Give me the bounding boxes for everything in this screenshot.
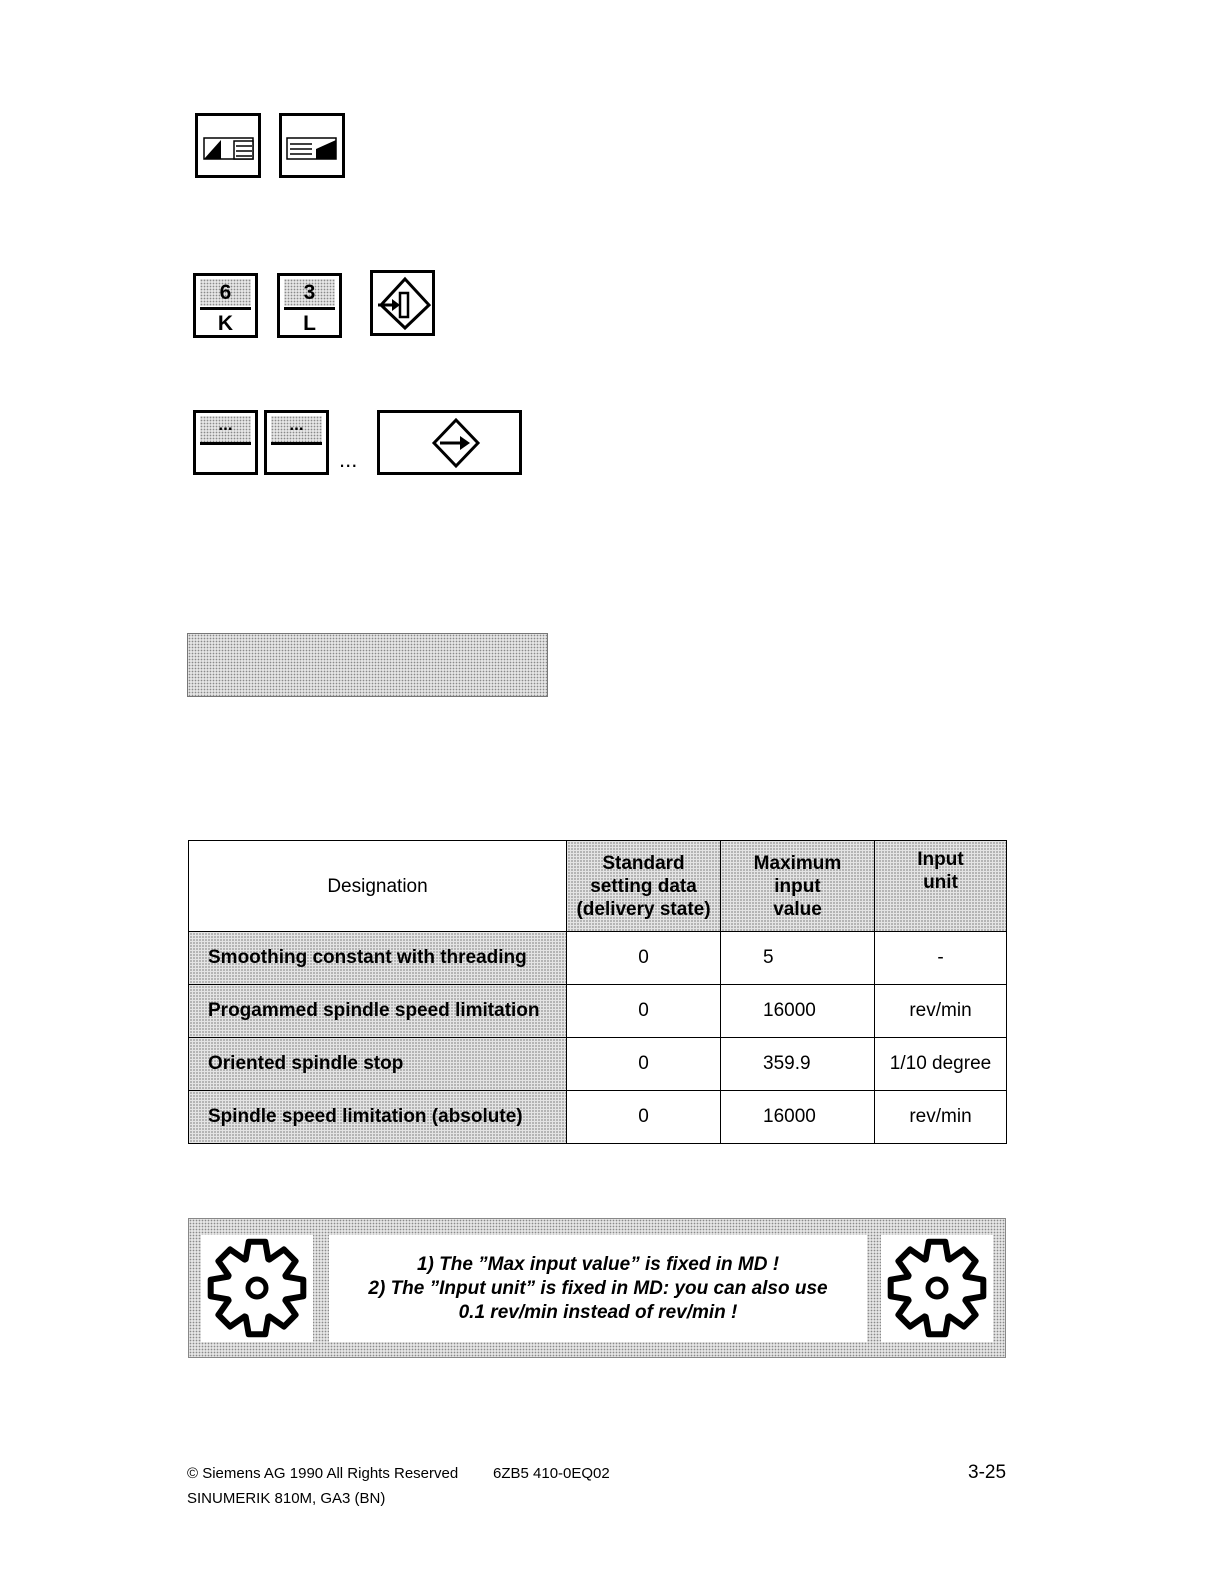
gear-hub	[928, 1279, 946, 1297]
note-line-1: 1) The ”Max input value” is fixed in MD !	[416, 1253, 780, 1275]
header-line: Maximum	[753, 852, 842, 874]
page-back-icon	[198, 116, 258, 175]
note-text	[329, 1235, 867, 1342]
row-max: 16000	[721, 1091, 875, 1144]
page-forward-key[interactable]	[279, 113, 345, 178]
row-max: 16000	[721, 985, 875, 1038]
row-unit: 1/10 degree	[875, 1038, 1007, 1091]
softkey-divider	[271, 442, 322, 445]
header-unit	[875, 841, 1007, 932]
enter-icon	[380, 413, 519, 472]
row-standard: 0	[567, 1038, 721, 1091]
footer-copyright: © Siemens AG 1990 All Rights Reserved	[187, 1465, 459, 1482]
table-row	[189, 932, 1007, 985]
softkey-2[interactable]	[264, 410, 329, 475]
header-line: (delivery state)	[576, 898, 711, 920]
header-line: value	[773, 898, 822, 920]
key-3-l-lower-label: L	[303, 312, 316, 335]
row-designation: Progammed spindle speed limitation	[189, 985, 567, 1038]
header-maximum	[721, 841, 875, 932]
row-standard: 0	[567, 1091, 721, 1144]
page-forward-icon	[282, 116, 342, 175]
note-line-2: 2) The ”Input unit” is fixed in MD: you can also use	[368, 1277, 828, 1299]
header-line: unit	[923, 872, 958, 893]
row-unit: rev/min	[875, 985, 1007, 1038]
row-max: 359.9	[721, 1038, 875, 1091]
footer-order-number: 6ZB5 410-0EQ02	[493, 1465, 610, 1482]
ellipsis: ...	[339, 447, 358, 472]
header-standard	[567, 841, 721, 932]
key-6-k-upper-label: 6	[200, 279, 251, 306]
key-6-k[interactable]	[193, 273, 258, 338]
key-3-l-upper-label: 3	[284, 279, 335, 306]
header-line: Standard	[602, 852, 685, 874]
header-line: setting data	[590, 875, 697, 897]
row-max: 5	[721, 932, 875, 985]
row-unit: rev/min	[875, 1091, 1007, 1144]
key-3-l[interactable]	[277, 273, 342, 338]
header-line: Input	[917, 849, 964, 870]
setting-data-table	[188, 840, 1007, 1144]
input-key[interactable]	[370, 270, 435, 336]
key-6-k-lower-label: K	[217, 312, 234, 335]
header-designation: Designation	[189, 841, 567, 932]
header-line: input	[774, 875, 821, 897]
page-number: 3-25	[968, 1462, 1007, 1483]
input-icon	[373, 273, 432, 333]
machine-data-note	[188, 1218, 1006, 1358]
row-designation: Spindle speed limitation (absolute)	[189, 1091, 567, 1144]
table-row	[189, 1038, 1007, 1091]
table-row	[189, 985, 1007, 1038]
row-designation: Oriented spindle stop	[189, 1038, 567, 1091]
display-field	[187, 633, 548, 697]
gear-icon-left-box	[201, 1235, 313, 1342]
gear-icon	[201, 1235, 313, 1342]
gear-hub	[248, 1279, 266, 1297]
softkey-1[interactable]	[193, 410, 258, 475]
row-standard: 0	[567, 985, 721, 1038]
table-row	[189, 1091, 1007, 1144]
softkey-2-label: ...	[271, 416, 322, 442]
note-line-3: 0.1 rev/min instead of rev/min !	[458, 1301, 738, 1323]
footer-product: SINUMERIK 810M, GA3 (BN)	[187, 1490, 386, 1507]
table-header-row	[189, 841, 1007, 932]
row-unit: -	[875, 932, 1007, 985]
gear-icon	[881, 1235, 993, 1342]
row-designation: Smoothing constant with threading	[189, 932, 567, 985]
softkey-divider	[200, 442, 251, 445]
key-divider	[284, 307, 335, 310]
enter-key[interactable]	[377, 410, 522, 475]
gear-icon-right-box	[881, 1235, 993, 1342]
page-back-key[interactable]	[195, 113, 261, 178]
softkey-1-label: ...	[200, 416, 251, 442]
key-divider	[200, 307, 251, 310]
row-standard: 0	[567, 932, 721, 985]
